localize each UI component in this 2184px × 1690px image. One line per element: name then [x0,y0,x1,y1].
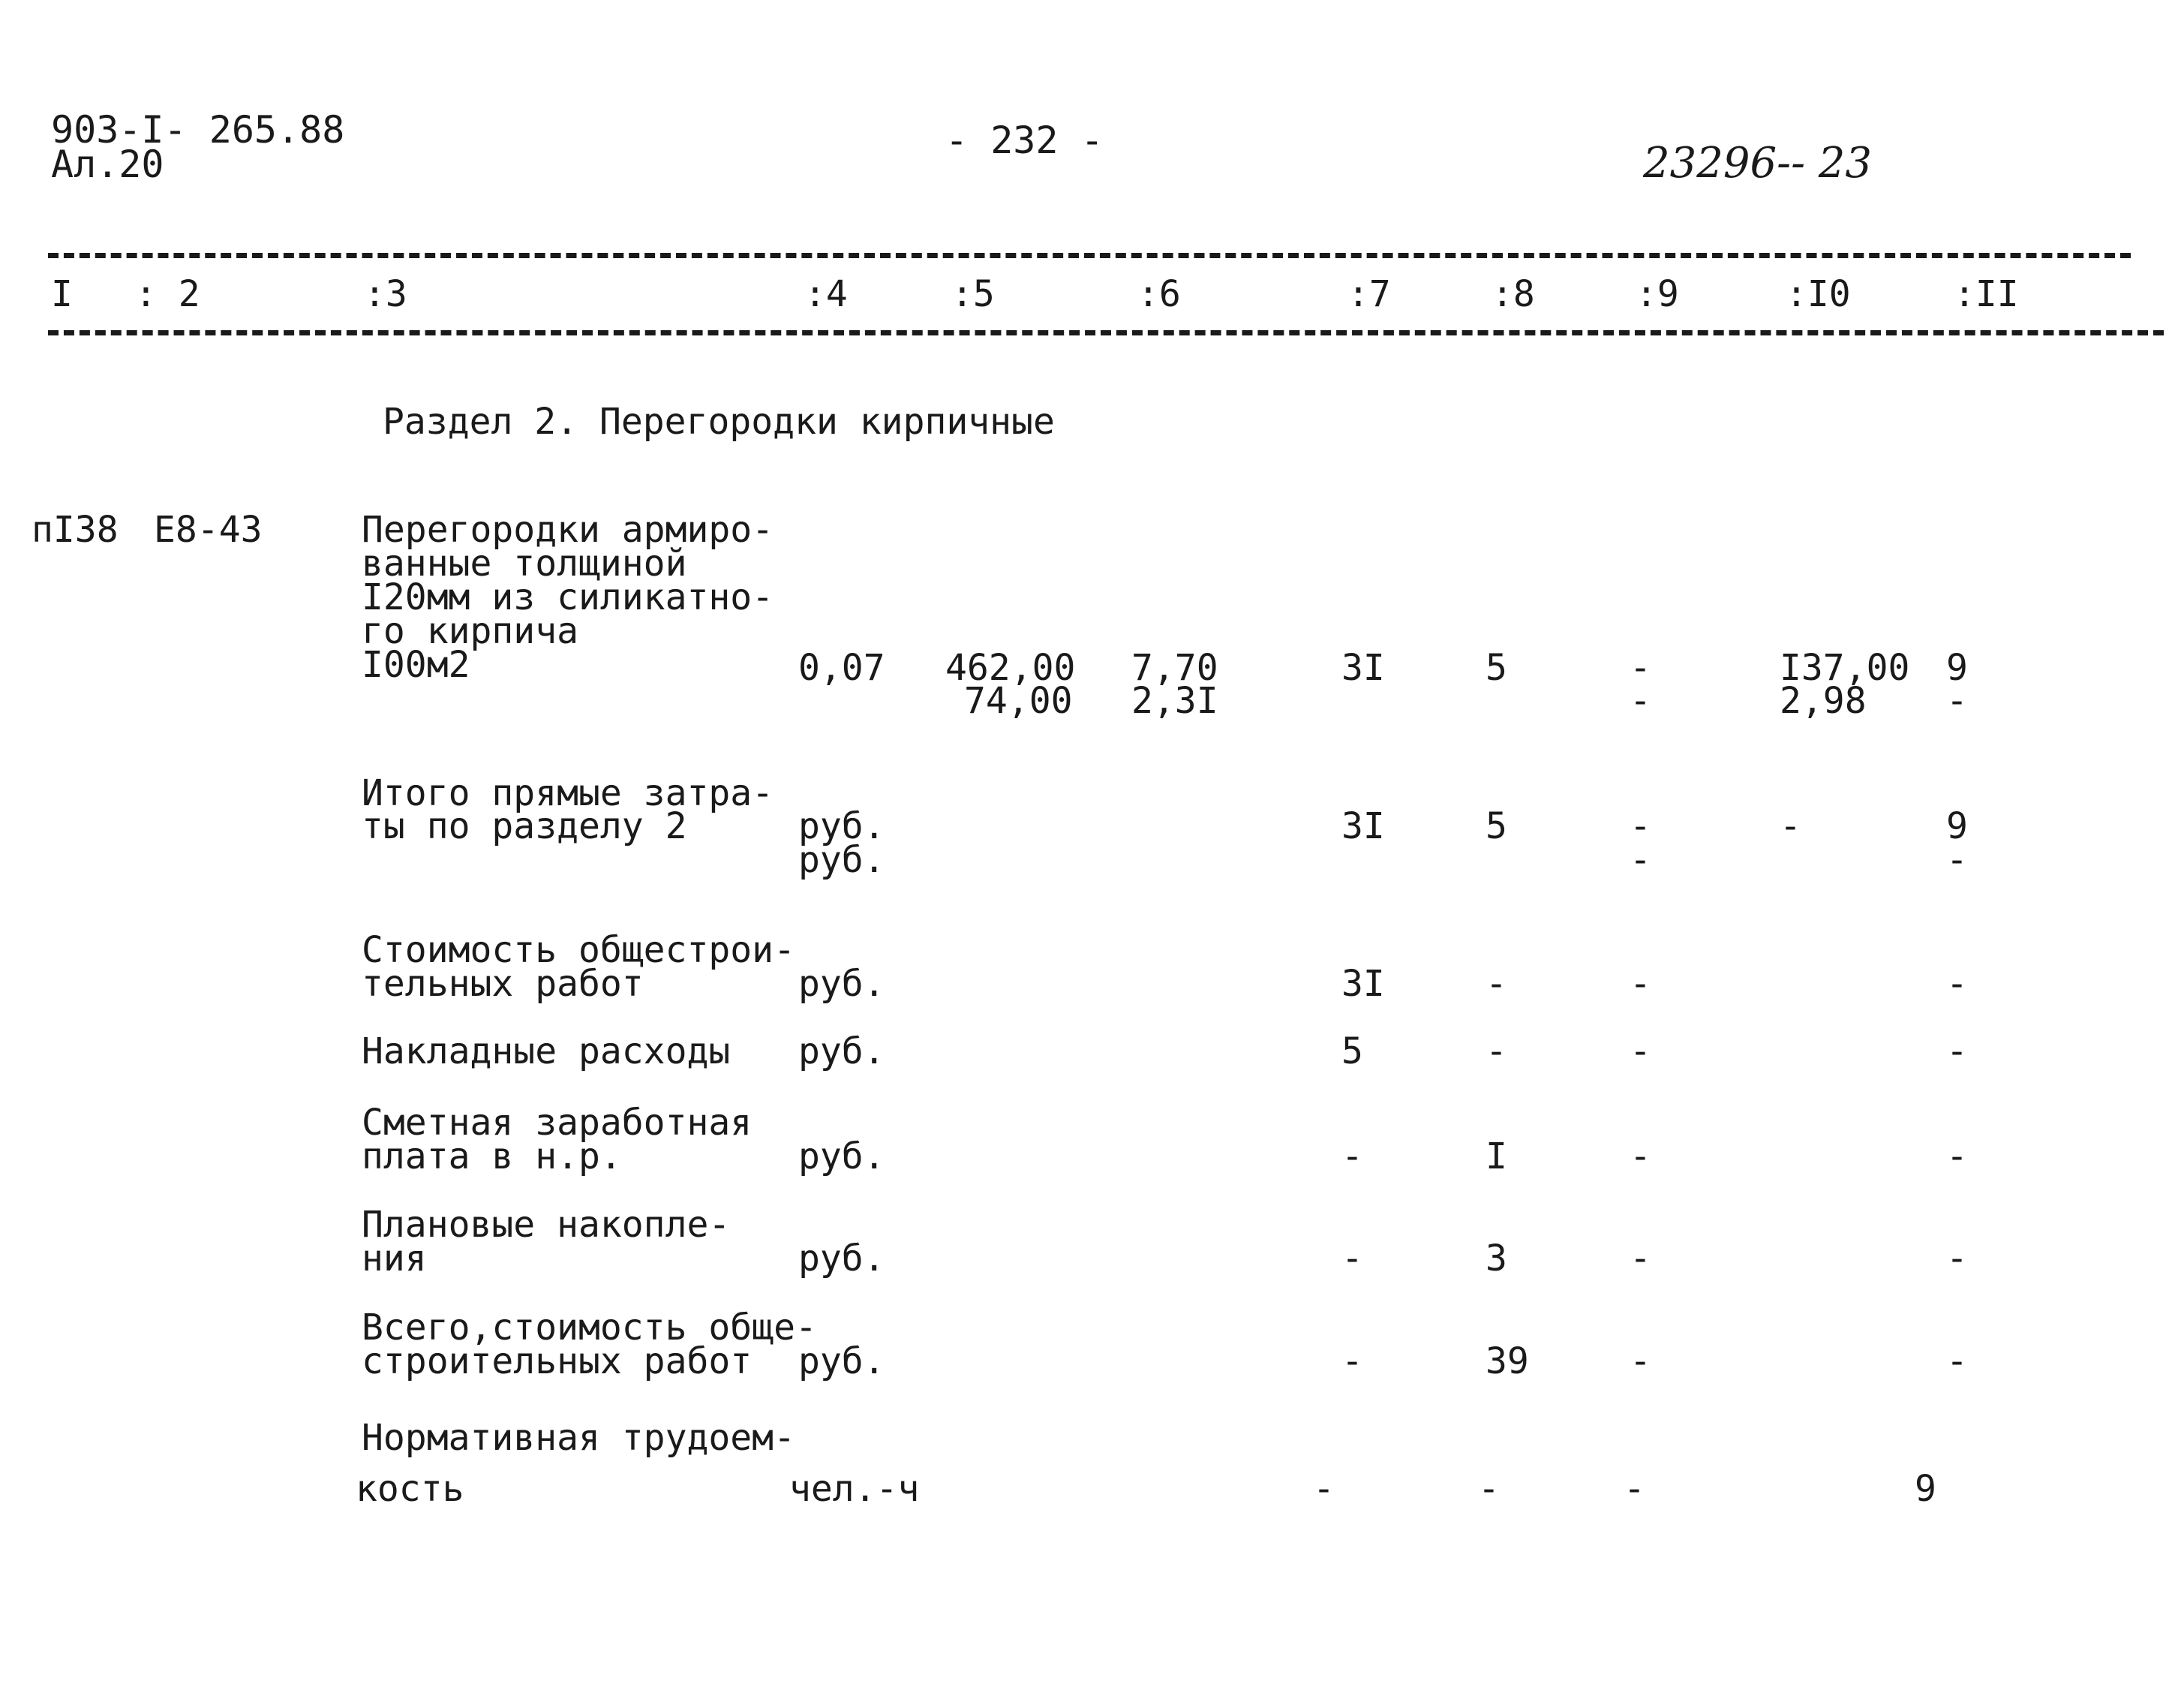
column-7-header: :7 [1347,273,1391,315]
item-col7: 3I [1341,647,1385,689]
item-unit-price: 462,00 [945,647,1076,689]
column-4-header: :4 [804,273,848,315]
item-col11: 9 [1946,647,1968,689]
summary-col7: 3I [1341,805,1385,847]
summary-col8: 5 [1486,805,1507,847]
row-unit: руб. [798,1135,885,1177]
item-col9: - [1630,680,1651,722]
row-col9: - [1630,1340,1651,1382]
row-col11: - [1946,1237,1968,1280]
item-number: пI38 [32,509,119,551]
row-col8: 39 [1486,1340,1529,1382]
labor-col7: - [1313,1468,1335,1510]
header-top-rule [48,253,2131,258]
column-8-header: :8 [1492,273,1535,315]
summary-col10: - [1780,805,1801,847]
row-desc-line: Сметная заработная [362,1102,753,1144]
row-col11: - [1946,1030,1968,1072]
item-desc-line: I20мм из силикатно- [362,576,774,618]
column-5-header: :5 [951,273,995,315]
row-col9: - [1630,1030,1651,1072]
labor-unit: чел.-ч [789,1468,920,1510]
summary-col9: - [1630,805,1651,847]
row-col11: - [1946,1135,1968,1177]
column-9-header: :9 [1636,273,1679,315]
item-col8: 5 [1486,647,1507,689]
row-unit: руб. [798,963,885,1005]
column-11-header: :II [1954,273,2019,315]
row-col8: I [1486,1135,1507,1177]
page-number: - 232 - [945,119,1104,162]
row-unit: руб. [798,1030,885,1072]
item-desc-line: I00м2 [362,644,470,686]
labor-col11: 9 [1915,1468,1936,1510]
summary-desc-line: ты по разделу 2 [362,805,687,847]
labor-col9: - [1624,1468,1645,1510]
row-desc-line: Плановые накопле- [362,1204,731,1246]
item-col9: - [1630,647,1651,689]
labor-desc-line: кость [356,1468,464,1510]
item-col11: - [1946,680,1968,722]
document-code: 903-I- 265.88 [51,108,345,152]
row-unit: руб. [798,1237,885,1280]
column-1-header: I [51,273,73,315]
summary-col11: 9 [1946,805,1968,847]
row-col9: - [1630,1237,1651,1280]
summary-desc-line: Итого прямые затра- [362,772,774,814]
column-3-header: :3 [364,273,407,315]
row-col11: - [1946,963,1968,1005]
item-col10-wage: 2,98 [1780,680,1867,722]
row-unit: руб. [798,1340,885,1382]
sheet-label: Ал.20 [51,143,164,186]
row-desc-line: плата в н.р. [362,1135,622,1177]
item-quantity: 0,07 [798,647,885,689]
column-10-header: :I0 [1786,273,1851,315]
item-unit-price-wage: 74,00 [964,680,1073,722]
header-bottom-rule [48,330,2164,335]
item-col10: I37,00 [1780,647,1910,689]
row-col9: - [1630,963,1651,1005]
row-col7: 3I [1341,963,1385,1005]
row-col8: 3 [1486,1237,1507,1280]
summary-unit: руб. [798,839,885,881]
item-desc-line: Перегородки армиро- [362,509,774,551]
item-code: Е8-43 [154,509,263,551]
row-col7: - [1341,1340,1363,1382]
row-col7: - [1341,1135,1363,1177]
row-desc-line: строительных работ [362,1340,753,1382]
section-title: Раздел 2. Перегородки кирпичные [383,401,1055,443]
row-col8: - [1486,963,1507,1005]
labor-desc-line: Нормативная трудоем- [362,1417,795,1459]
row-col9: - [1630,1135,1651,1177]
summary-unit: руб. [798,805,885,847]
labor-col8: - [1478,1468,1500,1510]
archive-number: 23296-- 23 [1643,139,1873,188]
summary-col9: - [1630,839,1651,881]
item-total: 7,70 [1131,647,1218,689]
row-desc-line: Накладные расходы [362,1030,731,1072]
item-desc-line: го кирпича [362,610,578,652]
column-2-header: : 2 [135,273,200,315]
row-desc-line: Всего,стоимость обще- [362,1307,817,1349]
row-desc-line: Стоимость общестрои- [362,929,795,971]
column-6-header: :6 [1137,273,1181,315]
row-col11: - [1946,1340,1968,1382]
row-desc-line: тельных работ [362,963,644,1005]
item-total-wage: 2,3I [1131,680,1218,722]
summary-col11: - [1946,839,1968,881]
row-col8: - [1486,1030,1507,1072]
row-col7: 5 [1341,1030,1363,1072]
row-desc-line: ния [362,1237,427,1280]
item-desc-line: ванные толщиной [362,543,687,585]
row-col7: - [1341,1237,1363,1280]
